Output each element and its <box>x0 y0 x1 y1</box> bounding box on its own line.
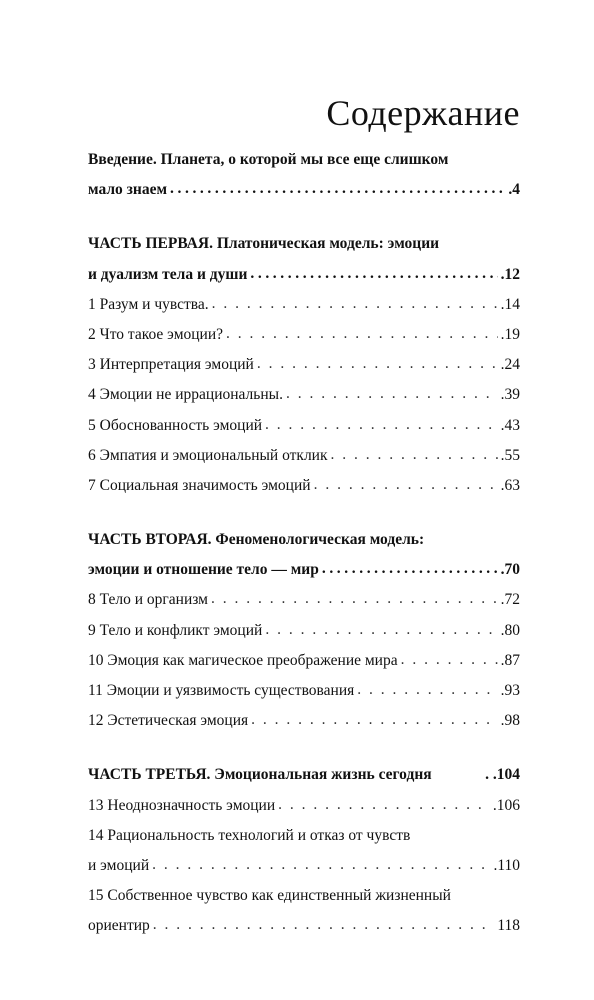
toc-part2-line1: ЧАСТЬ ВТОРАЯ. Феноменологическая модель: <box>88 531 425 549</box>
toc-chapter-page: .93 <box>500 682 520 699</box>
toc-part2 <box>88 560 520 590</box>
page-title: Содержание <box>326 93 520 133</box>
toc-chapter-label: 1 Разум и чувства. <box>88 295 209 313</box>
dot-leader <box>257 354 498 374</box>
toc-chapter15-page: 118 <box>497 917 520 935</box>
toc-chapter <box>88 355 520 385</box>
toc-chapter <box>88 295 520 325</box>
dot-leader <box>322 559 498 579</box>
dot-leader <box>226 324 498 344</box>
toc-chapter-label: 6 Эмпатия и эмоциональный отклик <box>88 446 328 464</box>
toc-chapter-label: 12 Эстетическая эмоция <box>88 712 249 730</box>
toc-intro-line1: Введение. Планета, о которой мы все еще слишком <box>88 151 449 168</box>
toc-chapter-page: .24 <box>500 356 520 374</box>
toc-chapter-label: 7 Социальная значимость эмоций <box>88 476 311 494</box>
toc-chapter-page: .63 <box>500 476 520 494</box>
toc-chapter-label: 9 Тело и конфликт эмоций <box>88 621 263 639</box>
toc-part2-line2: эмоции и отношение тело — мир <box>88 561 319 579</box>
toc-part1 <box>88 265 520 295</box>
dot-leader <box>251 710 498 730</box>
book-page <box>88 0 520 1000</box>
toc-chapter-label: 5 Обоснованность эмоций <box>88 416 263 434</box>
toc-chapter <box>88 325 520 355</box>
toc-chapter-page: .80 <box>500 621 520 639</box>
dot-leader <box>401 650 498 670</box>
toc-chapter-label: 8 Тело и организм <box>88 591 208 609</box>
dot-leader <box>286 384 498 404</box>
toc-chapter-label: 2 Что такое эмоции? <box>88 325 224 343</box>
toc-intro <box>88 180 520 210</box>
dot-leader <box>170 179 505 199</box>
toc-chapter-page: .19 <box>500 325 520 343</box>
toc-chapter-label: 11 Эмоции и уязвимость существования <box>88 682 355 699</box>
dot-leader <box>212 294 498 314</box>
toc-part1-page: .12 <box>500 265 520 283</box>
dot-leader <box>250 264 497 284</box>
toc-chapter-page: .98 <box>500 712 520 730</box>
toc-chapter <box>88 681 520 711</box>
toc-chapter <box>88 446 520 476</box>
toc-chapter-page: .43 <box>500 416 520 434</box>
toc-chapter14-line1: 14 Рациональность технологий и отказ от чувств <box>88 826 411 844</box>
toc-chapter-page: .72 <box>500 591 520 609</box>
toc-chapter15-line2: ориентир <box>88 917 150 935</box>
dot-leader <box>331 445 498 465</box>
toc-part3-page: . .104 <box>485 766 520 784</box>
toc-part1-line1: ЧАСТЬ ПЕРВАЯ. Платоническая модель: эмоции <box>88 235 440 253</box>
toc-chapter14-page: .110 <box>493 856 520 874</box>
toc-part3 <box>88 765 520 795</box>
toc-chapter <box>88 476 520 506</box>
toc-chapter <box>88 590 520 620</box>
toc-chapter-label: 4 Эмоции не иррациональны. <box>88 386 283 404</box>
dot-leader <box>265 415 498 435</box>
toc-part2-page: .70 <box>500 561 520 579</box>
toc-chapter <box>88 385 520 415</box>
toc-chapter <box>88 621 520 651</box>
dot-leader <box>278 795 490 815</box>
toc-chapter14-line2: и эмоций <box>88 856 150 874</box>
toc-intro-line2: мало знаем <box>88 181 168 199</box>
dot-leader <box>357 680 497 700</box>
dot-leader <box>211 589 498 609</box>
dot-leader <box>153 915 495 935</box>
toc-chapter-page: .39 <box>500 386 520 404</box>
toc-intro-page: .4 <box>508 181 520 199</box>
toc-chapter-label: 13 Неоднозначность эмоции <box>88 796 276 814</box>
toc-chapter-label: 3 Интерпретация эмоций <box>88 356 254 374</box>
toc-chapter-page: .55 <box>500 446 520 464</box>
toc-chapter <box>88 711 520 741</box>
toc-chapter-page: .106 <box>492 796 520 814</box>
toc-part3-line1: ЧАСТЬ ТРЕТЬЯ. Эмоциональная жизнь сегодня <box>88 766 432 784</box>
toc-chapter15 <box>88 916 520 946</box>
toc-chapter-page: .87 <box>500 651 520 669</box>
table-of-contents <box>88 150 520 947</box>
toc-chapter15-line1: 15 Собственное чувство как единственный жизненный <box>88 887 451 905</box>
dot-leader <box>152 855 490 875</box>
toc-chapter-page: .14 <box>500 295 520 313</box>
toc-chapter-label: 10 Эмоция как магическое преображение мира <box>88 651 398 669</box>
toc-chapter <box>88 416 520 446</box>
toc-chapter14 <box>88 856 520 886</box>
toc-part1-line2: и дуализм тела и души <box>88 265 248 283</box>
toc-chapter <box>88 651 520 681</box>
dot-leader <box>265 620 497 640</box>
toc-chapter <box>88 796 520 826</box>
dot-leader <box>314 475 498 495</box>
